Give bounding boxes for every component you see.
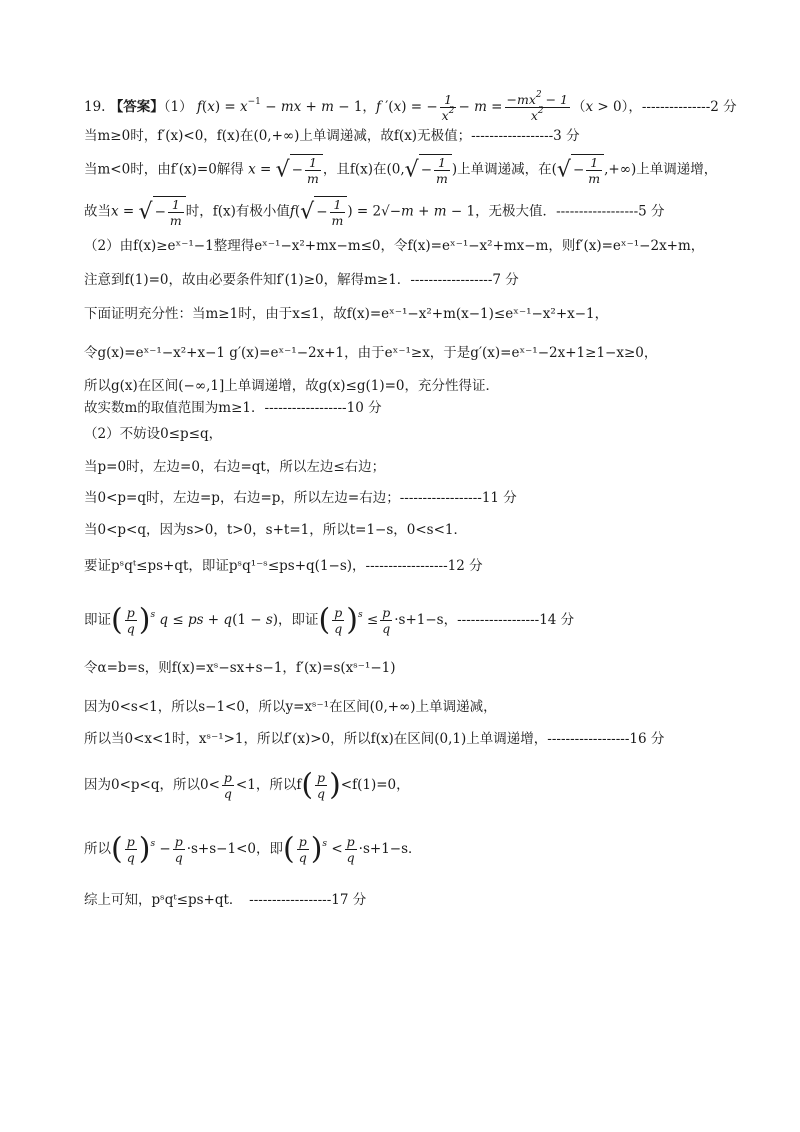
- score-2: ---------------2 分: [641, 99, 737, 115]
- line-p-over-q: 因为0<p<q，所以0< $\frac{p}{q}$ <1，所以f( $\frac{p}{q}$ )<f(1)=0，: [84, 767, 410, 803]
- line-part1-definition: 19. 【答案】（1） $f(x) = x^{-1}$ − mx + m − 1，f ′(x) = − $\frac{1}{x^2}$ − m = $\frac{-mx^2 - 1}{x^2}$ （x > 0），---------------2 分: [84, 90, 737, 123]
- score-12: ------------------12 分: [365, 558, 483, 574]
- text-l14: 当0<p<q，因为s>0，t>0，s+t=1，所以t=1−s，0<s<1．: [84, 522, 468, 538]
- line-summary: [84, 890, 760, 910]
- sqrt-neg-1-over-m: √ − $\frac{1}{m}$: [276, 154, 323, 186]
- part1-tag: （1）: [163, 99, 193, 115]
- line-define-f: [84, 658, 760, 678]
- text-l20b: <1，所以f: [235, 777, 302, 793]
- line-equivalent-form: 即证( $\frac{p}{q}$ )$^s$ q ≤ ps + q(1 − s)，即证( $\frac{p}{q}$ )$^s$ ≤ $\frac{p}{q}$ ·s+1−s，------------------14 分: [84, 602, 575, 638]
- text-l4a: 故当: [84, 203, 111, 220]
- text-l22: 综上可知，pˢqᵗ≤ps+qt．: [84, 892, 236, 908]
- score-11: ------------------11 分: [399, 490, 517, 506]
- text-l15: 要证pˢqᵗ≤ps+qt，即证pˢq¹⁻ˢ≤ps+q(1−s)，: [84, 558, 366, 574]
- text-l3b: ，且f(x)在: [322, 161, 387, 178]
- text-l18: 因为0<s<1，所以s−1<0，所以y=xˢ⁻¹在区间(0,+∞)上单调递减，: [84, 699, 497, 715]
- line-m-range: [84, 398, 760, 418]
- text-l21b: ·s+s−1<0，即: [186, 841, 283, 857]
- line-conclusion-inequality: 所以( $\frac{p}{q}$ )$^s$ − $\frac{p}{q}$ ·s+s−1<0，即( $\frac{p}{q}$ )$^s$ < $\frac{p}{q}$ ·s+1−s．: [84, 831, 422, 867]
- text-l21c: ·s+1−s．: [358, 841, 422, 857]
- line-assume: [84, 424, 760, 444]
- text-l9: 所以g(x)在区间(−∞,1]上单调递增，故g(x)≤g(1)=0，充分性得证．: [84, 378, 500, 394]
- line-f-increasing: [84, 729, 760, 749]
- text-l3c: 上单调递减，在: [457, 161, 552, 178]
- line-g-definition: [84, 343, 760, 363]
- answer-tag: 【答案】: [109, 99, 164, 115]
- score-3: ------------------3 分: [471, 128, 580, 144]
- text-l3a: 当m<0时，由f′(x)=0解得: [84, 161, 244, 178]
- line-necessary-condition: [84, 270, 760, 290]
- text-l4c: ，无极大值．: [475, 203, 557, 220]
- text-l6: 注意到f(1)=0，故由必要条件知f′(1)≥0，解得m≥1．: [84, 272, 411, 288]
- text-l20c: <f(1)=0，: [340, 777, 410, 793]
- text-l4b: 时，f(x)有极小值: [185, 203, 290, 220]
- score-17: ------------------17 分: [249, 892, 367, 908]
- text-l19: 所以当0<x<1时，xˢ⁻¹>1，所以f′(x)>0，所以f(x)在区间(0,1)上单调递增，: [84, 731, 548, 747]
- text-l17: 令α=b=s，则f(x)=xˢ−sx+s−1，f′(x)=s(xˢ⁻¹−1): [84, 660, 396, 676]
- line-minimum-value: 故当x = √ − $\frac{1}{m}$ 时，f(x)有极小值f(√ − $\frac{1}{m}$ ) = 2√−m + m − 1，无极大值．------------------5 分: [84, 197, 665, 228]
- score-16: ------------------16 分: [547, 731, 665, 747]
- text-l13: 当0<p=q时，左边=p，右边=p，所以左边=右边；: [84, 490, 400, 506]
- part2-tag-second: （2）: [84, 426, 120, 442]
- line-part2-setup: [84, 236, 760, 256]
- line-g-increasing: [84, 376, 760, 396]
- text-l3d: 上单调递增，: [636, 161, 718, 178]
- line-s-range: [84, 697, 760, 717]
- formula-fx: f: [196, 99, 202, 115]
- text-l11: 不妨设0≤p≤q，: [119, 426, 223, 442]
- text-l20a: 因为0<p<q，所以0<: [84, 777, 220, 793]
- line-case-p-eq-q: [84, 488, 760, 508]
- score-7: ------------------7 分: [410, 272, 519, 288]
- line-sufficiency: [84, 304, 760, 324]
- text-l21a: 所以: [84, 841, 111, 857]
- line-case-p-zero: [84, 457, 760, 477]
- text-l8: 令g(x)=eˣ⁻¹−x²+x−1 g′(x)=eˣ⁻¹−2x+1，由于eˣ⁻¹≥x，于是g′(x)=eˣ⁻¹−2x+1≥1−x≥0，: [84, 345, 658, 361]
- fraction-derivative: $\frac{-mx^2 - 1}{x^2}$: [506, 90, 568, 123]
- text-l12: 当p=0时，左边=0，右边=qt，所以左边≤右边；: [84, 459, 386, 475]
- line-m-nonnegative: [84, 126, 760, 146]
- line-to-prove: [84, 556, 760, 576]
- score-5: ------------------5 分: [556, 203, 665, 220]
- fraction-1-over-x2: $\frac{1}{x^2}$: [441, 92, 455, 123]
- text-l2: 当m≥0时，f′(x)<0，f(x)在(0,+∞)上单调递减，故f(x)无极值；: [84, 128, 472, 144]
- text-l16a: 即证: [84, 612, 111, 628]
- score-10: ------------------10 分: [264, 400, 382, 416]
- problem-number: 19.: [84, 99, 106, 115]
- text-l10: 故实数m的取值范围为m≥1．: [84, 400, 265, 416]
- text-l7: 下面证明充分性：当m≥1时，由于x≤1，故f(x)=eˣ⁻¹−x²+m(x−1)≤eˣ⁻¹−x²+x−1，: [84, 306, 609, 322]
- text-l16c: ·s+1−s，: [394, 612, 458, 628]
- line-case-p-lt-q: [84, 520, 760, 540]
- line-m-negative: 当m<0时，由f′(x)=0解得 x = √ − $\frac{1}{m}$ ，且f(x)在(0,√ − $\frac{1}{m}$ )上单调递减，在(√ − $\frac{1}{m}$ ,+∞)上单调递增，: [84, 155, 718, 186]
- score-14: ------------------14 分: [457, 612, 575, 628]
- part2-tag: （2）: [84, 238, 120, 254]
- text-l5: 由f(x)≥eˣ⁻¹−1整理得eˣ⁻¹−x²+mx−m≤0，令f(x)=eˣ⁻¹−x²+mx−m，则f′(x)=eˣ⁻¹−2x+m，: [119, 238, 705, 254]
